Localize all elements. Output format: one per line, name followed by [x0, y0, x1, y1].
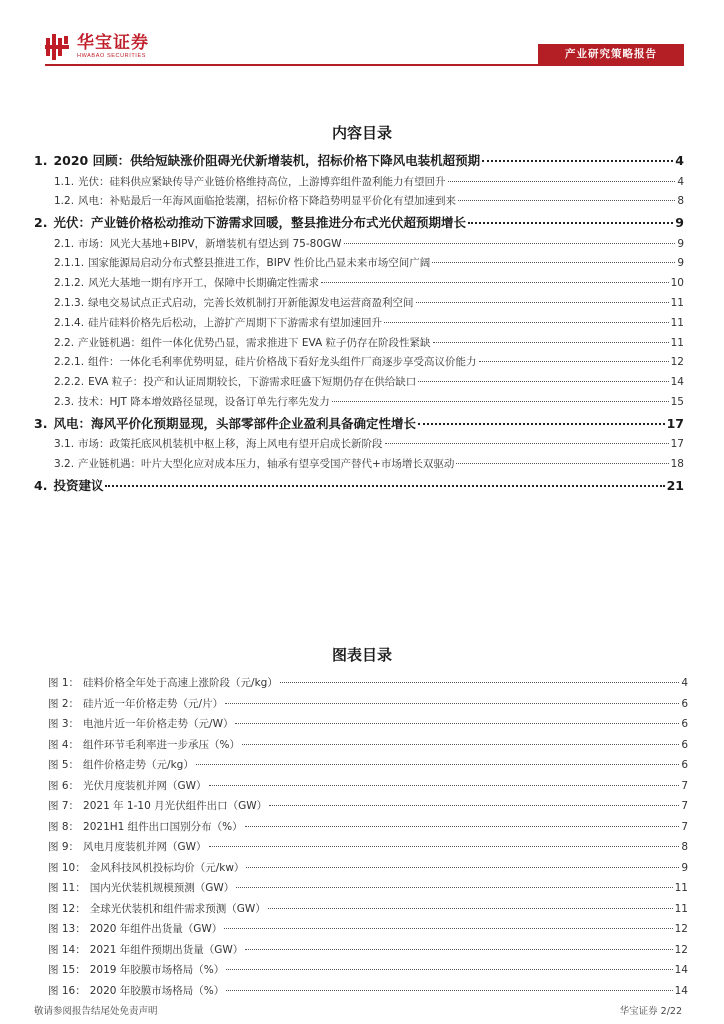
dot-leader [448, 181, 676, 182]
dot-leader [246, 867, 679, 868]
header-divider [45, 64, 684, 66]
toc-entry-num: 2.2.1. [54, 356, 85, 369]
brand-name-en: HWABAO SECURITIES [77, 53, 146, 59]
figure-entry-page: 11 [674, 882, 688, 894]
figure-entry-title: 2021 年 1-10 月光伏组件出口（GW） [83, 800, 268, 812]
hwabao-logo-icon [45, 32, 71, 62]
figure-entry-title: 组件环节毛利率进一步承压（%） [83, 738, 241, 751]
toc-entry[interactable] [34, 413, 684, 436]
toc-entry-num: 2.1.2. [54, 277, 85, 290]
toc-entry-title: 风电：补贴最后一年海风面临抢装潮，招标价格下降趋势明显平价化有望加速到来 [78, 195, 457, 208]
figure-entry[interactable] [48, 919, 688, 940]
toc-entry[interactable] [34, 173, 684, 193]
toc-entry-page: 17 [670, 438, 684, 451]
figure-entry-page: 14 [674, 984, 688, 997]
toc-entry-page: 8 [677, 195, 684, 208]
figure-entry-title: 硅片近一年价格走势（元/片） [83, 697, 224, 710]
toc-entry-title: 硅片硅料价格先后松动，上游扩产周期下下游需求有望加速回升 [88, 316, 383, 329]
toc-entry-page: 10 [670, 277, 684, 290]
toc-entry-num: 3.2. [54, 458, 75, 471]
toc-entry[interactable] [34, 334, 684, 354]
toc-title: 内容目录 [331, 124, 392, 142]
toc-entry[interactable] [34, 435, 684, 455]
dot-leader [416, 302, 669, 303]
figure-entry-page: 8 [681, 841, 688, 853]
figure-entry[interactable] [48, 714, 688, 735]
dot-leader [458, 200, 675, 201]
dot-leader [384, 322, 669, 323]
figure-entry-num: 图 4： [48, 738, 80, 751]
toc-entry-page: 12 [670, 356, 684, 369]
figure-entry-num: 图 11： [48, 882, 86, 894]
toc-entry-page: 4 [675, 153, 684, 168]
dot-leader [268, 908, 673, 909]
toc-entry-title: 光伏：产业链价格松动推动下游需求回暖，整县推进分布式光伏超预期增长 [53, 215, 466, 231]
toc-entry-num: 2.1.1. [54, 257, 85, 270]
toc-entry-num: 1.1. [54, 175, 75, 188]
figure-entry[interactable] [48, 776, 688, 797]
figure-entry-title: 2019 年胶膜市场格局（%） [89, 964, 225, 976]
brand-name-cn: 华宝证券 [77, 33, 149, 53]
figure-entry[interactable] [48, 796, 688, 817]
figure-entry-num: 图 1： [48, 677, 80, 689]
figure-entry-num: 图 3： [48, 718, 80, 730]
toc-entry-num: 2.3. [54, 395, 75, 408]
figure-entry-page: 11 [674, 902, 688, 915]
figure-entry-page: 4 [681, 677, 688, 689]
toc-entry-num: 2.1.3. [54, 296, 85, 309]
dot-leader [332, 401, 669, 402]
table-of-contents [34, 150, 684, 497]
dot-leader [209, 785, 680, 786]
figure-entry-title: 国内光伏装机规模预测（GW） [89, 882, 235, 894]
toc-entry[interactable] [34, 274, 684, 294]
toc-entry-title: 技术：HJT 降本增效路径显现，设备订单先行率先发力 [78, 395, 330, 408]
figure-entry-page: 12 [674, 923, 688, 935]
dot-leader [418, 381, 668, 382]
toc-entry-num: 1. [34, 153, 48, 168]
company-logo [45, 32, 149, 62]
figure-entry[interactable] [48, 817, 688, 838]
figure-entry-title: 2021H1 组件出口国别分布（%） [83, 820, 243, 833]
toc-entry[interactable] [34, 314, 684, 334]
figure-entry-num: 图 12： [48, 902, 86, 915]
toc-entry-num: 2. [34, 215, 48, 231]
dot-leader [242, 744, 679, 745]
footer-page-info: 华宝证券 2/22 [619, 1006, 682, 1017]
toc-entry-page: 21 [666, 477, 684, 493]
toc-entry-num: 4. [34, 477, 48, 493]
dot-leader [385, 443, 669, 444]
figure-entry-num: 图 13： [48, 923, 86, 935]
toc-entry-num: 3. [34, 415, 48, 431]
figure-entry-title: 电池片近一年价格走势（元/W） [83, 718, 234, 730]
dot-leader [235, 723, 679, 724]
toc-entry-page: 4 [677, 175, 684, 188]
dot-leader [280, 682, 679, 683]
toc-entry[interactable] [34, 212, 684, 235]
figure-entry-num: 图 9： [48, 841, 80, 853]
toc-entry[interactable] [34, 294, 684, 314]
list-of-figures [48, 673, 688, 1001]
toc-entry-title: 产业链机遇：叶片大型化应对成本压力，轴承有望享受国产替代+市场增长双驱动 [78, 458, 455, 471]
toc-entry-title: EVA 粒子：投产和认证周期较长，下游需求旺盛下短期仍存在供给缺口 [88, 376, 417, 389]
dot-leader [196, 764, 679, 765]
dot-leader [418, 423, 665, 425]
figure-entry-page: 6 [681, 759, 688, 771]
toc-entry[interactable] [34, 455, 684, 475]
figure-entry-title: 2020 年组件出货量（GW） [89, 923, 223, 935]
toc-entry-page: 18 [670, 458, 684, 471]
figure-entry-num: 图 7： [48, 800, 80, 812]
dot-leader [432, 262, 675, 263]
toc-entry-title: 风电：海风平价化预期显现，头部零部件企业盈利具备确定性增长 [53, 415, 416, 431]
toc-entry[interactable] [34, 150, 684, 173]
dot-leader [236, 887, 672, 888]
dot-leader [225, 703, 679, 704]
figure-entry-page: 14 [674, 964, 688, 976]
figures-title: 图表目录 [331, 646, 392, 664]
toc-entry-title: 市场：政策托底风机装机中枢上移，海上风电有望开启成长新阶段 [78, 438, 383, 451]
toc-entry-title: 产业链机遇：组件一体化优势凸显，需求推进下 EVA 粒子仍存在阶段性紧缺 [78, 336, 431, 349]
toc-entry-title: 风光大基地一期有序开工，保障中长期确定性需求 [88, 277, 320, 290]
dot-leader [344, 243, 676, 244]
dot-leader [321, 282, 669, 283]
dot-leader [226, 990, 672, 991]
figure-entry[interactable] [48, 673, 688, 694]
figure-entry-page: 6 [681, 697, 688, 710]
figure-entry[interactable] [48, 837, 688, 858]
toc-entry-title: 投资建议 [53, 477, 104, 493]
dot-leader [269, 805, 679, 806]
figure-entry-num: 图 16： [48, 984, 86, 997]
toc-entry[interactable] [34, 235, 684, 255]
toc-entry-page: 17 [666, 415, 684, 431]
report-type-label: 产业研究策略报告 [538, 44, 684, 64]
figure-entry[interactable] [48, 735, 688, 756]
toc-entry-page: 9 [677, 257, 684, 270]
toc-entry-page: 9 [675, 215, 684, 231]
figure-entry-title: 2021 年组件预期出货量（GW） [89, 943, 244, 956]
toc-entry-num: 2.1. [54, 237, 75, 250]
figure-entry-page: 6 [681, 718, 688, 730]
toc-entry-title: 组件：一体化毛利率优势明显，硅片价格战下看好龙头组件厂商逐步享受高议价能力 [88, 356, 477, 369]
figure-entry[interactable] [48, 755, 688, 776]
figure-entry-num: 图 6： [48, 779, 80, 792]
figure-entry[interactable] [48, 981, 688, 1002]
figure-entry-page: 12 [674, 943, 688, 956]
toc-entry-title: 绿电交易试点正式启动，完善长效机制打开新能源发电运营商盈利空间 [88, 296, 414, 309]
figure-entry-title: 金风科技风机投标均价（元/kw） [89, 861, 245, 874]
figure-entry-num: 图 8： [48, 820, 80, 833]
toc-entry-num: 3.1. [54, 438, 75, 451]
dot-leader [105, 485, 664, 487]
dot-leader [482, 160, 673, 162]
toc-entry-page: 15 [670, 395, 684, 408]
toc-entry-title: 光伏：硅料供应紧缺传导产业链价格维持高位，上游博弈组件盈利能力有望回升 [78, 175, 446, 188]
toc-entry-page: 9 [677, 237, 684, 250]
toc-entry-page: 11 [670, 336, 684, 349]
figure-entry-num: 图 10： [48, 861, 86, 874]
dot-leader [245, 826, 680, 827]
dot-leader [433, 342, 669, 343]
figure-entry-title: 2020 年胶膜市场格局（%） [89, 984, 225, 997]
toc-entry[interactable] [34, 475, 684, 498]
toc-entry-num: 2.2.2. [54, 376, 85, 389]
figure-entry[interactable] [48, 878, 688, 899]
figure-entry[interactable] [48, 899, 688, 920]
figure-entry[interactable] [48, 940, 688, 961]
figure-entry-num: 图 15： [48, 964, 86, 976]
toc-entry-num: 2.1.4. [54, 316, 85, 329]
toc-entry[interactable] [34, 373, 684, 393]
figure-entry[interactable] [48, 694, 688, 715]
toc-entry-title: 市场：风光大基地+BIPV，新增装机有望达到 75-80GW [78, 237, 342, 250]
figure-entry-num: 图 5： [48, 759, 80, 771]
figure-entry-num: 图 2： [48, 697, 80, 710]
toc-entry[interactable] [34, 353, 684, 373]
figure-entry-title: 全球光伏装机和组件需求预测（GW） [89, 902, 266, 915]
toc-entry[interactable] [34, 192, 684, 212]
figure-entry-page: 9 [681, 861, 688, 874]
figure-entry-title: 风电月度装机并网（GW） [83, 841, 207, 853]
dot-leader [468, 222, 673, 224]
page-header [0, 0, 724, 70]
figure-entry-page: 7 [681, 820, 688, 833]
toc-entry-title: 国家能源局启动分布式整县推进工作，BIPV 性价比凸显未来市场空间广阔 [88, 257, 431, 270]
dot-leader [479, 361, 669, 362]
footer-disclaimer: 敬请参阅报告结尾处免责声明 [34, 1006, 158, 1017]
figure-entry-page: 7 [681, 800, 688, 812]
figure-entry-title: 光伏月度装机并网（GW） [83, 779, 207, 792]
figure-entry[interactable] [48, 858, 688, 879]
toc-entry-num: 2.2. [54, 336, 75, 349]
figure-entry-title: 硅料价格全年处于高速上涨阶段（元/kg） [83, 677, 278, 689]
toc-entry-title: 2020 回顾：供给短缺涨价阻碍光伏新增装机，招标价格下降风电装机超预期 [53, 153, 481, 168]
toc-entry-page: 11 [670, 316, 684, 329]
dot-leader [456, 463, 668, 464]
figure-entry-page: 7 [681, 779, 688, 792]
figure-entry-page: 6 [681, 738, 688, 751]
dot-leader [245, 949, 672, 950]
toc-entry-num: 1.2. [54, 195, 75, 208]
toc-entry-page: 11 [670, 296, 684, 309]
dot-leader [224, 928, 672, 929]
toc-entry[interactable] [34, 254, 684, 274]
figure-entry[interactable] [48, 960, 688, 981]
toc-entry[interactable] [34, 393, 684, 413]
dot-leader [226, 969, 672, 970]
toc-entry-page: 14 [670, 376, 684, 389]
figure-entry-num: 图 14： [48, 943, 86, 956]
dot-leader [209, 846, 680, 847]
figure-entry-title: 组件价格走势（元/kg） [83, 759, 194, 771]
